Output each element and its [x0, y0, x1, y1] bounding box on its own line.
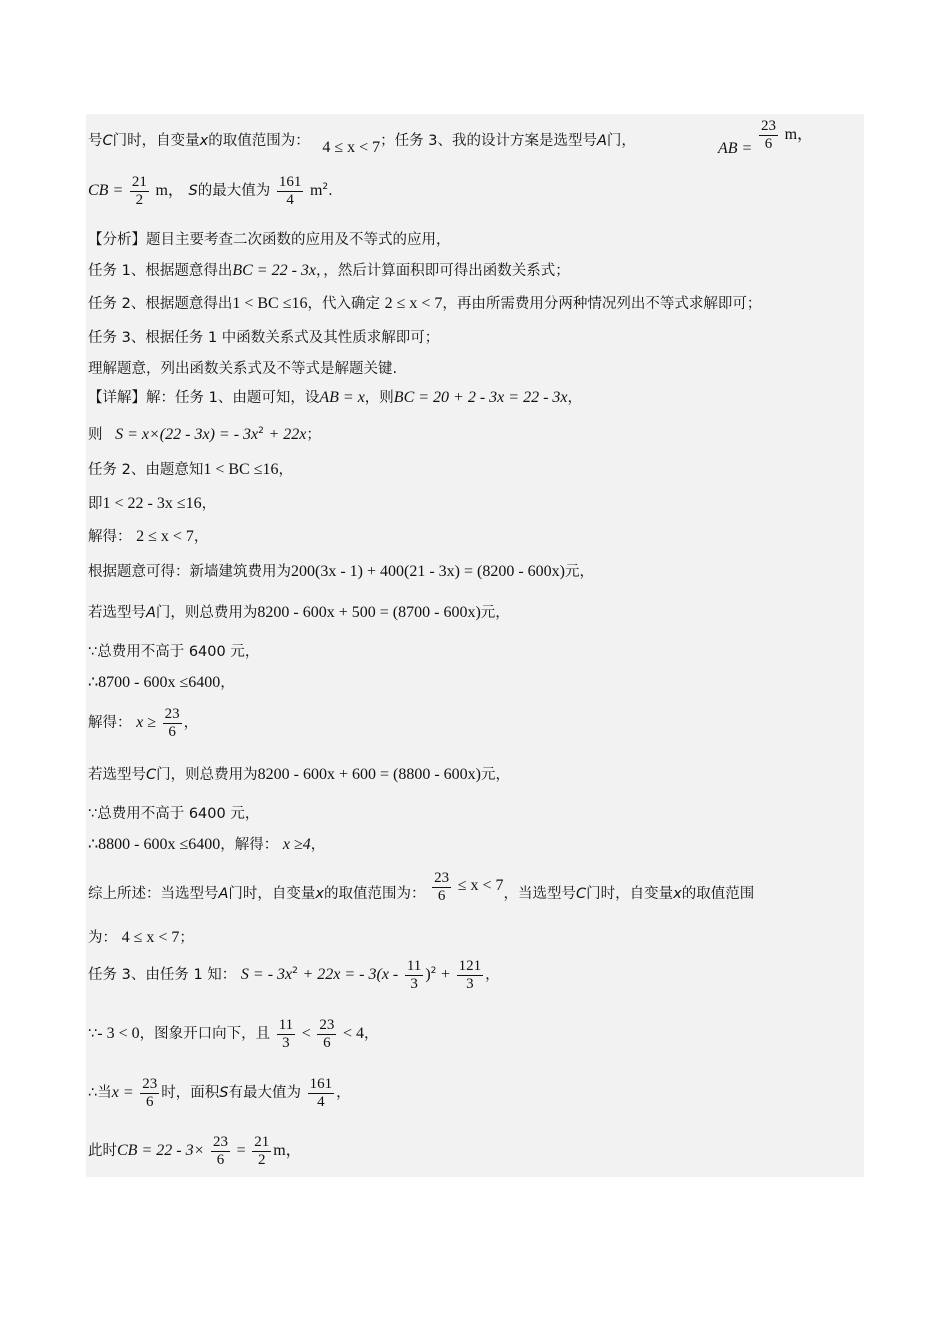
math: ≤ x < 7: [457, 877, 504, 894]
math: + 22x = - 3(x -: [302, 966, 399, 983]
text: ，解得：: [220, 837, 279, 853]
text: ，: [485, 967, 500, 983]
unit: m，: [155, 182, 184, 199]
text: 时，面积: [161, 1085, 220, 1101]
text: 为：: [88, 930, 117, 946]
text: A: [146, 605, 156, 621]
sup: 2: [430, 966, 437, 977]
text: A: [218, 886, 229, 902]
text: ，: [364, 1026, 379, 1042]
text: ；: [306, 427, 321, 443]
line-14: [88, 605, 510, 621]
line-23: [88, 958, 500, 992]
math: CB =: [88, 182, 124, 199]
text: ∴当: [88, 1085, 112, 1101]
text: 门，则总费用为: [156, 767, 258, 783]
text: ，: [567, 390, 582, 406]
math: +: [440, 966, 451, 983]
text: 元，: [565, 564, 594, 580]
math: + 22x: [268, 426, 307, 443]
math: 8200 - 600x + 500 = (8700 - 600x): [257, 604, 481, 621]
text: ，: [201, 496, 217, 512]
math: BC = 20 + 2 - 3x = 22 - 3x: [393, 389, 568, 406]
text: ，: [183, 715, 199, 731]
line-8: [88, 390, 582, 406]
text: 【详解】解：任务 1、由题可知，设: [88, 390, 320, 406]
text: 门，: [606, 133, 636, 149]
line-21: [88, 870, 754, 904]
text: ，: [310, 837, 326, 853]
text: 解得：: [88, 529, 132, 545]
math: x =: [111, 1084, 134, 1101]
text: 门时，自变量: [586, 886, 674, 902]
math: 1 < BC ≤16: [203, 461, 279, 478]
line-3: 【分析】题目主要考查二次函数的应用及不等式的应用，: [88, 232, 451, 248]
sup: 2: [292, 966, 298, 977]
sup: 2: [322, 182, 329, 193]
text: 此时: [88, 1143, 117, 1159]
math: ∴8700 - 600x ≤6400: [88, 674, 221, 691]
line-1: [88, 133, 636, 156]
text: 任务 3、由任务 1 知：: [88, 967, 237, 983]
text: x: [199, 133, 209, 149]
math: =: [236, 1142, 246, 1159]
text: 的取值范围: [681, 886, 755, 902]
fraction: $\frac{23}{6}$: [164, 706, 180, 740]
math: 4 ≤ x < 7: [121, 929, 180, 946]
math: x ≥: [136, 714, 156, 731]
line-12: [88, 529, 208, 545]
math: 1 < 22 - 3x ≤16: [102, 495, 202, 512]
text: S: [188, 183, 198, 199]
text: 若选型号: [88, 605, 146, 621]
text: .: [328, 183, 333, 199]
text: 任务 1、根据题意得出: [88, 263, 233, 279]
line-10: [88, 462, 293, 478]
fraction: $\frac{23}{6}$: [212, 1134, 228, 1168]
math: 8200 - 600x + 600 = (8800 - 600x): [257, 766, 481, 783]
text: ，，然后计算面积即可得出函数关系式；: [316, 263, 570, 279]
text: 元，: [480, 767, 510, 783]
math: 1 < BC ≤16: [232, 295, 308, 312]
line-9: [88, 427, 321, 443]
fraction: $\frac{11}{3}$: [278, 1017, 294, 1051]
line-11: [88, 496, 216, 512]
line-2: [88, 174, 333, 208]
line-16: [88, 675, 235, 691]
text: 解得：: [88, 715, 132, 731]
fraction: $\frac{23}{6}$: [434, 870, 450, 904]
line-4: [88, 263, 570, 279]
text: ，再由所需费用分两种情况列出不等式求解即可；: [442, 296, 762, 312]
fraction: $\frac{11}{3}$: [406, 958, 422, 992]
math: 4 ≤ x < 7: [322, 139, 381, 156]
unit: m，: [784, 126, 814, 143]
text: 门时，自变量: [112, 133, 200, 149]
line-17: [88, 706, 198, 740]
fraction: $\frac{21}{2}$: [131, 174, 147, 208]
line-7: 理解题意，列出函数关系式及不等式是解题关键.: [88, 361, 398, 377]
text: C: [146, 767, 157, 783]
text: 的最大值为: [197, 183, 271, 199]
math: x ≥4: [282, 836, 311, 853]
line-5: [88, 296, 761, 312]
text: A: [596, 133, 607, 149]
math: 200(3x - 1) + 400(21 - 3x) = (8200 - 600x): [291, 563, 565, 580]
unit: m，: [273, 1142, 302, 1159]
text: C: [576, 886, 587, 902]
text: 门，则总费用为: [155, 605, 258, 621]
text: 的取值范围为：: [324, 886, 426, 902]
text: ，代入确定: [307, 296, 380, 312]
line-26: [88, 1134, 302, 1168]
unit: m: [309, 182, 323, 199]
text: 任务 2、由题意知: [88, 462, 204, 478]
math: BC = 22 - 3x: [232, 262, 317, 279]
text: ，当选型号: [503, 886, 577, 902]
math: ∴8800 - 600x ≤6400: [88, 836, 221, 853]
text: ∵: [88, 1026, 98, 1042]
text: ，图象开口向下，且: [139, 1026, 271, 1042]
text: ；任务 3、我的设计方案是选型号: [380, 133, 597, 149]
math: CB = 22 - 3×: [117, 1142, 205, 1159]
math: ): [425, 966, 431, 983]
text: 有最大值为: [228, 1085, 301, 1101]
fraction: $\frac{161}{4}$: [309, 1076, 333, 1110]
text: ，: [220, 675, 235, 691]
line-24: [88, 1017, 379, 1051]
text: ，: [278, 462, 293, 478]
text: 若选型号: [88, 767, 146, 783]
text: S: [219, 1085, 229, 1101]
line-22: [88, 930, 194, 946]
line-25: [88, 1076, 351, 1110]
fraction: $\frac{161}{4}$: [278, 174, 302, 208]
fraction: $\frac{23}{6}$: [142, 1076, 158, 1110]
line-20: [88, 837, 325, 853]
text: 的取值范围为：: [208, 133, 310, 149]
text: 号: [88, 133, 103, 149]
text: 元，: [480, 605, 510, 621]
line-15: ∵总费用不高于 6400 元，: [88, 644, 260, 660]
math: 2 ≤ x < 7: [384, 295, 443, 312]
math: - 3 < 0: [97, 1025, 140, 1042]
math: S = x×(22 - 3x) = - 3x: [115, 426, 259, 443]
math: < 4: [343, 1025, 365, 1042]
math: S = - 3x: [240, 966, 293, 983]
text: ，: [336, 1085, 351, 1101]
line-13: [88, 564, 594, 580]
line-6: 任务 3、根据任务 1 中函数关系式及其性质求解即可；: [88, 330, 440, 346]
math: <: [301, 1025, 311, 1042]
line-1-ab: [718, 118, 814, 157]
fraction: $\frac{121}{3}$: [458, 958, 482, 992]
line-19: ∵总费用不高于 6400 元，: [88, 806, 260, 822]
text: 门时，自变量: [228, 886, 316, 902]
text: 综上所述：当选型号: [88, 886, 219, 902]
text: 根据题意可得：新墙建筑费用为: [88, 564, 291, 580]
line-18: [88, 767, 510, 783]
fraction: $\frac{23}{6}$: [760, 118, 776, 152]
text: 即: [88, 496, 103, 512]
math: AB =: [718, 140, 753, 157]
text: C: [102, 133, 113, 149]
math: AB = x: [319, 389, 365, 406]
sup: 2: [258, 426, 264, 437]
fraction: $\frac{21}{2}$: [254, 1134, 270, 1168]
text: ，则: [364, 390, 394, 406]
text: ，: [193, 529, 209, 545]
text: ；: [179, 930, 194, 946]
text: x: [673, 886, 682, 902]
text: 则: [88, 427, 103, 443]
math: 2 ≤ x < 7: [136, 528, 194, 545]
text: x: [315, 886, 325, 902]
fraction: $\frac{23}{6}$: [319, 1017, 335, 1051]
text: 任务 2、根据题意得出: [88, 296, 233, 312]
